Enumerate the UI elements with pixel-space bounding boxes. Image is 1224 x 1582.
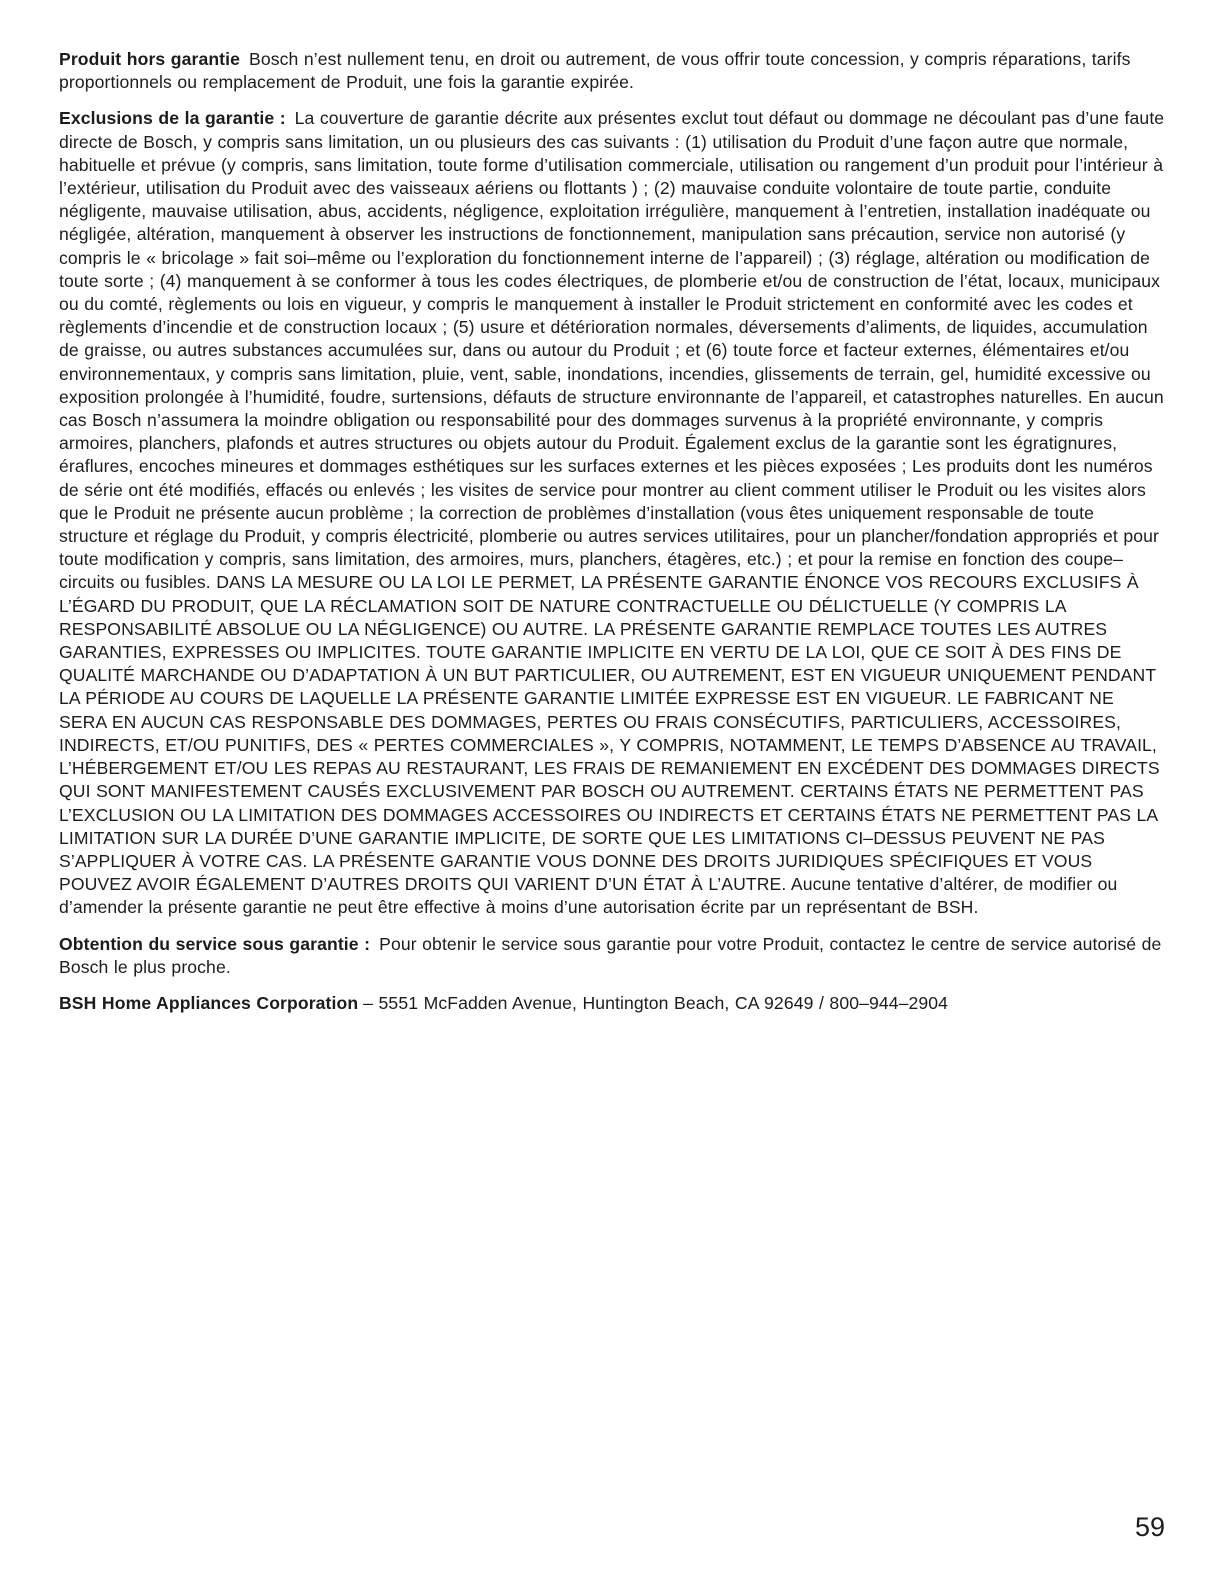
- page-number: 59: [1134, 1512, 1165, 1542]
- para-obtention-service-body: Pour obtenir le service sous garantie pour votre Produit, contactez le centre de service autorisé de Bosch le plus proche.: [59, 933, 1162, 977]
- para-exclusions-garantie-heading: Exclusions de la garantie :: [59, 108, 286, 129]
- para-bsh-contact-body: – 5551 McFadden Avenue, Huntington Beach, CA 92649 / 800–944–2904: [363, 992, 949, 1013]
- para-produit-hors-garantie: [59, 48, 1165, 94]
- para-bsh-contact-heading: BSH Home Appliances Corporation: [59, 992, 359, 1013]
- para-obtention-service: [59, 933, 1165, 979]
- warranty-text-block: [59, 48, 1165, 1028]
- para-exclusions-garantie-body: La couverture de garantie décrite aux présentes exclut tout défaut ou dommage ne découlant pas d’une faute directe de Bosch, y compris sans limitation, un ou plusieurs des cas suivants : (1) utilisation du Produit d’une façon autre que normale, habituelle et prévue (y compris, sans limitation, toute forme d’utilisation commerciale, utilisation ou rangement d’un produit pour l’intérieur à l’extérieur, utilisation du Produit avec des vaisseaux aériens ou flottants ) ; (2) mauvaise conduite volontaire de toute partie, conduite négligente, mauvaise utilisation, abus, accidents, négligence, exploitation irrégulière, manquement à l’entretien, installation inadéquate ou négligée, altération, manquement à observer les instructions de fonctionnement, manipulation sans précaution, service non autorisé (y compris le « bricolage » fait soi–même ou l’exploration du fonctionnement interne de l’appareil) ; (3) réglage, altération ou modification de toute sorte ; (4) manquement à se conformer à tous les codes électriques, de plomberie et/ou de construction de l’état, locaux, municipaux ou du comté, règlements ou lois en vigueur, y compris le manquement à installer le Produit strictement en conformité avec les codes et règlements d’incendie et de construction locaux ; (5) usure et détérioration normales, déversements d’aliments, de liquides, accumulation de graisse, ou autres substances accumulées sur, dans ou autour du Produit ; et (6) toute force et facteur externes, élémentaires et/ou environnementaux, y compris sans limitation, pluie, vent, sable, inondations, incendies, glissements de terrain, gel, humidité excessive ou exposition prolongée à l’humidité, foudre, surtensions, défauts de structure environnante de l’appareil, et catastrophes naturelles. En aucun cas Bosch n’assumera la moindre obligation ou responsabilité pour des dommages survenus à la propriété environnante, y compris armoires, planchers, plafonds et autres structures ou objets autour du Produit. Également exclus de la garantie sont les égratignures, éraflures, encoches mineures et dommages esthétiques sur les surfaces externes et les pièces exposées ; Les produits dont les numéros de série ont été modifiés, effacés ou enlevés ; les visites de service pour montrer au client comment utiliser le Produit ou les visites alors que le Produit ne présente aucun problème ; la correction de problèmes d’installation (vous êtes uniquement responsable de toute structure et réglage du Produit, y compris électricité, plomberie ou autres services utilitaires, pour un plancher/fondation appropriés et pour toute modification y compris, sans limitation, des armoires, murs, planchers, étagères, etc.) ; et pour la remise en fonction des coupe–circuits ou fusibles. DANS LA MESURE OU LA LOI LE PERMET, LA PRÉSENTE GARANTIE ÉNONCE VOS RECOURS EXCLUSIFS À L’ÉGARD DU PRODUIT, QUE LA RÉCLAMATION SOIT DE NATURE CONTRACTUELLE OU DÉLICTUELLE (Y COMPRIS LA RESPONSABILITÉ ABSOLUE OU LA NÉGLIGENCE) OU AUTRE. LA PRÉSENTE GARANTIE REMPLACE TOUTES LES AUTRES GARANTIES, EXPRESSES OU IMPLICITES. TOUTE GARANTIE IMPLICITE EN VERTU DE LA LOI, QUE CE SOIT À DES FINS DE QUALITÉ MARCHANDE OU D’ADAPTATION À UN BUT PARTICULIER, OU AUTREMENT, EST EN VIGUEUR UNIQUEMENT PENDANT LA PÉRIODE AU COURS DE LAQUELLE LA PRÉSENTE GARANTIE LIMITÉE EXPRESSE EST EN VIGUEUR. LE FABRICANT NE SERA EN AUCUN CAS RESPONSABLE DES DOMMAGES, PERTES OU FRAIS CONSÉCUTIFS, PARTICULIERS, ACCESSOIRES, INDIRECTS, ET/OU PUNITIFS, DES « PERTES COMMERCIALES », Y COMPRIS, NOTAMMENT, LE TEMPS D’ABSENCE AU TRAVAIL, L’HÉBERGEMENT ET/OU LES REPAS AU RESTAURANT, LES FRAIS DE REMANIEMENT EN EXCÉDENT DES DOMMAGES DIRECTS QUI SONT MANIFESTEMENT CAUSÉS EXCLUSIVEMENT PAR BOSCH OU AUTREMENT. CERTAINS ÉTATS NE PERMETTENT PAS L’EXCLUSION OU LA LIMITATION DES DOMMAGES ACCESSOIRES OU INDIRECTS ET CERTAINS ÉTATS NE PERMETTENT PAS LA LIMITATION SUR LA DURÉE D’UNE GARANTIE IMPLICITE, DE SORTE QUE LES LIMITATIONS CI–DESSUS PEUVENT NE PAS S’APPLIQUER À VOTRE CAS. LA PRÉSENTE GARANTIE VOUS DONNE DES DROITS JURIDIQUES SPÉCIFIQUES ET VOUS POUVEZ AVOIR ÉGALEMENT D’AUTRES DROITS QUI VARIENT D’UN ÉTAT À L’AUTRE. Aucune tentative d’altérer, de modifier ou d’amender la présente garantie ne peut être effective à moins d’une autorisation écrite par un représentant de BSH.: [59, 108, 1165, 918]
- para-produit-hors-garantie-body: Bosch n’est nullement tenu, en droit ou autrement, de vous offrir toute concession, y compris réparations, tarifs proportionnels ou remplacement de Produit, une fois la garantie expirée.: [59, 49, 1131, 93]
- para-produit-hors-garantie-heading: Produit hors garantie: [59, 49, 241, 69]
- para-exclusions-garantie: [59, 107, 1165, 919]
- para-bsh-contact: [59, 992, 1165, 1015]
- para-obtention-service-heading: Obtention du service sous garantie :: [59, 933, 371, 954]
